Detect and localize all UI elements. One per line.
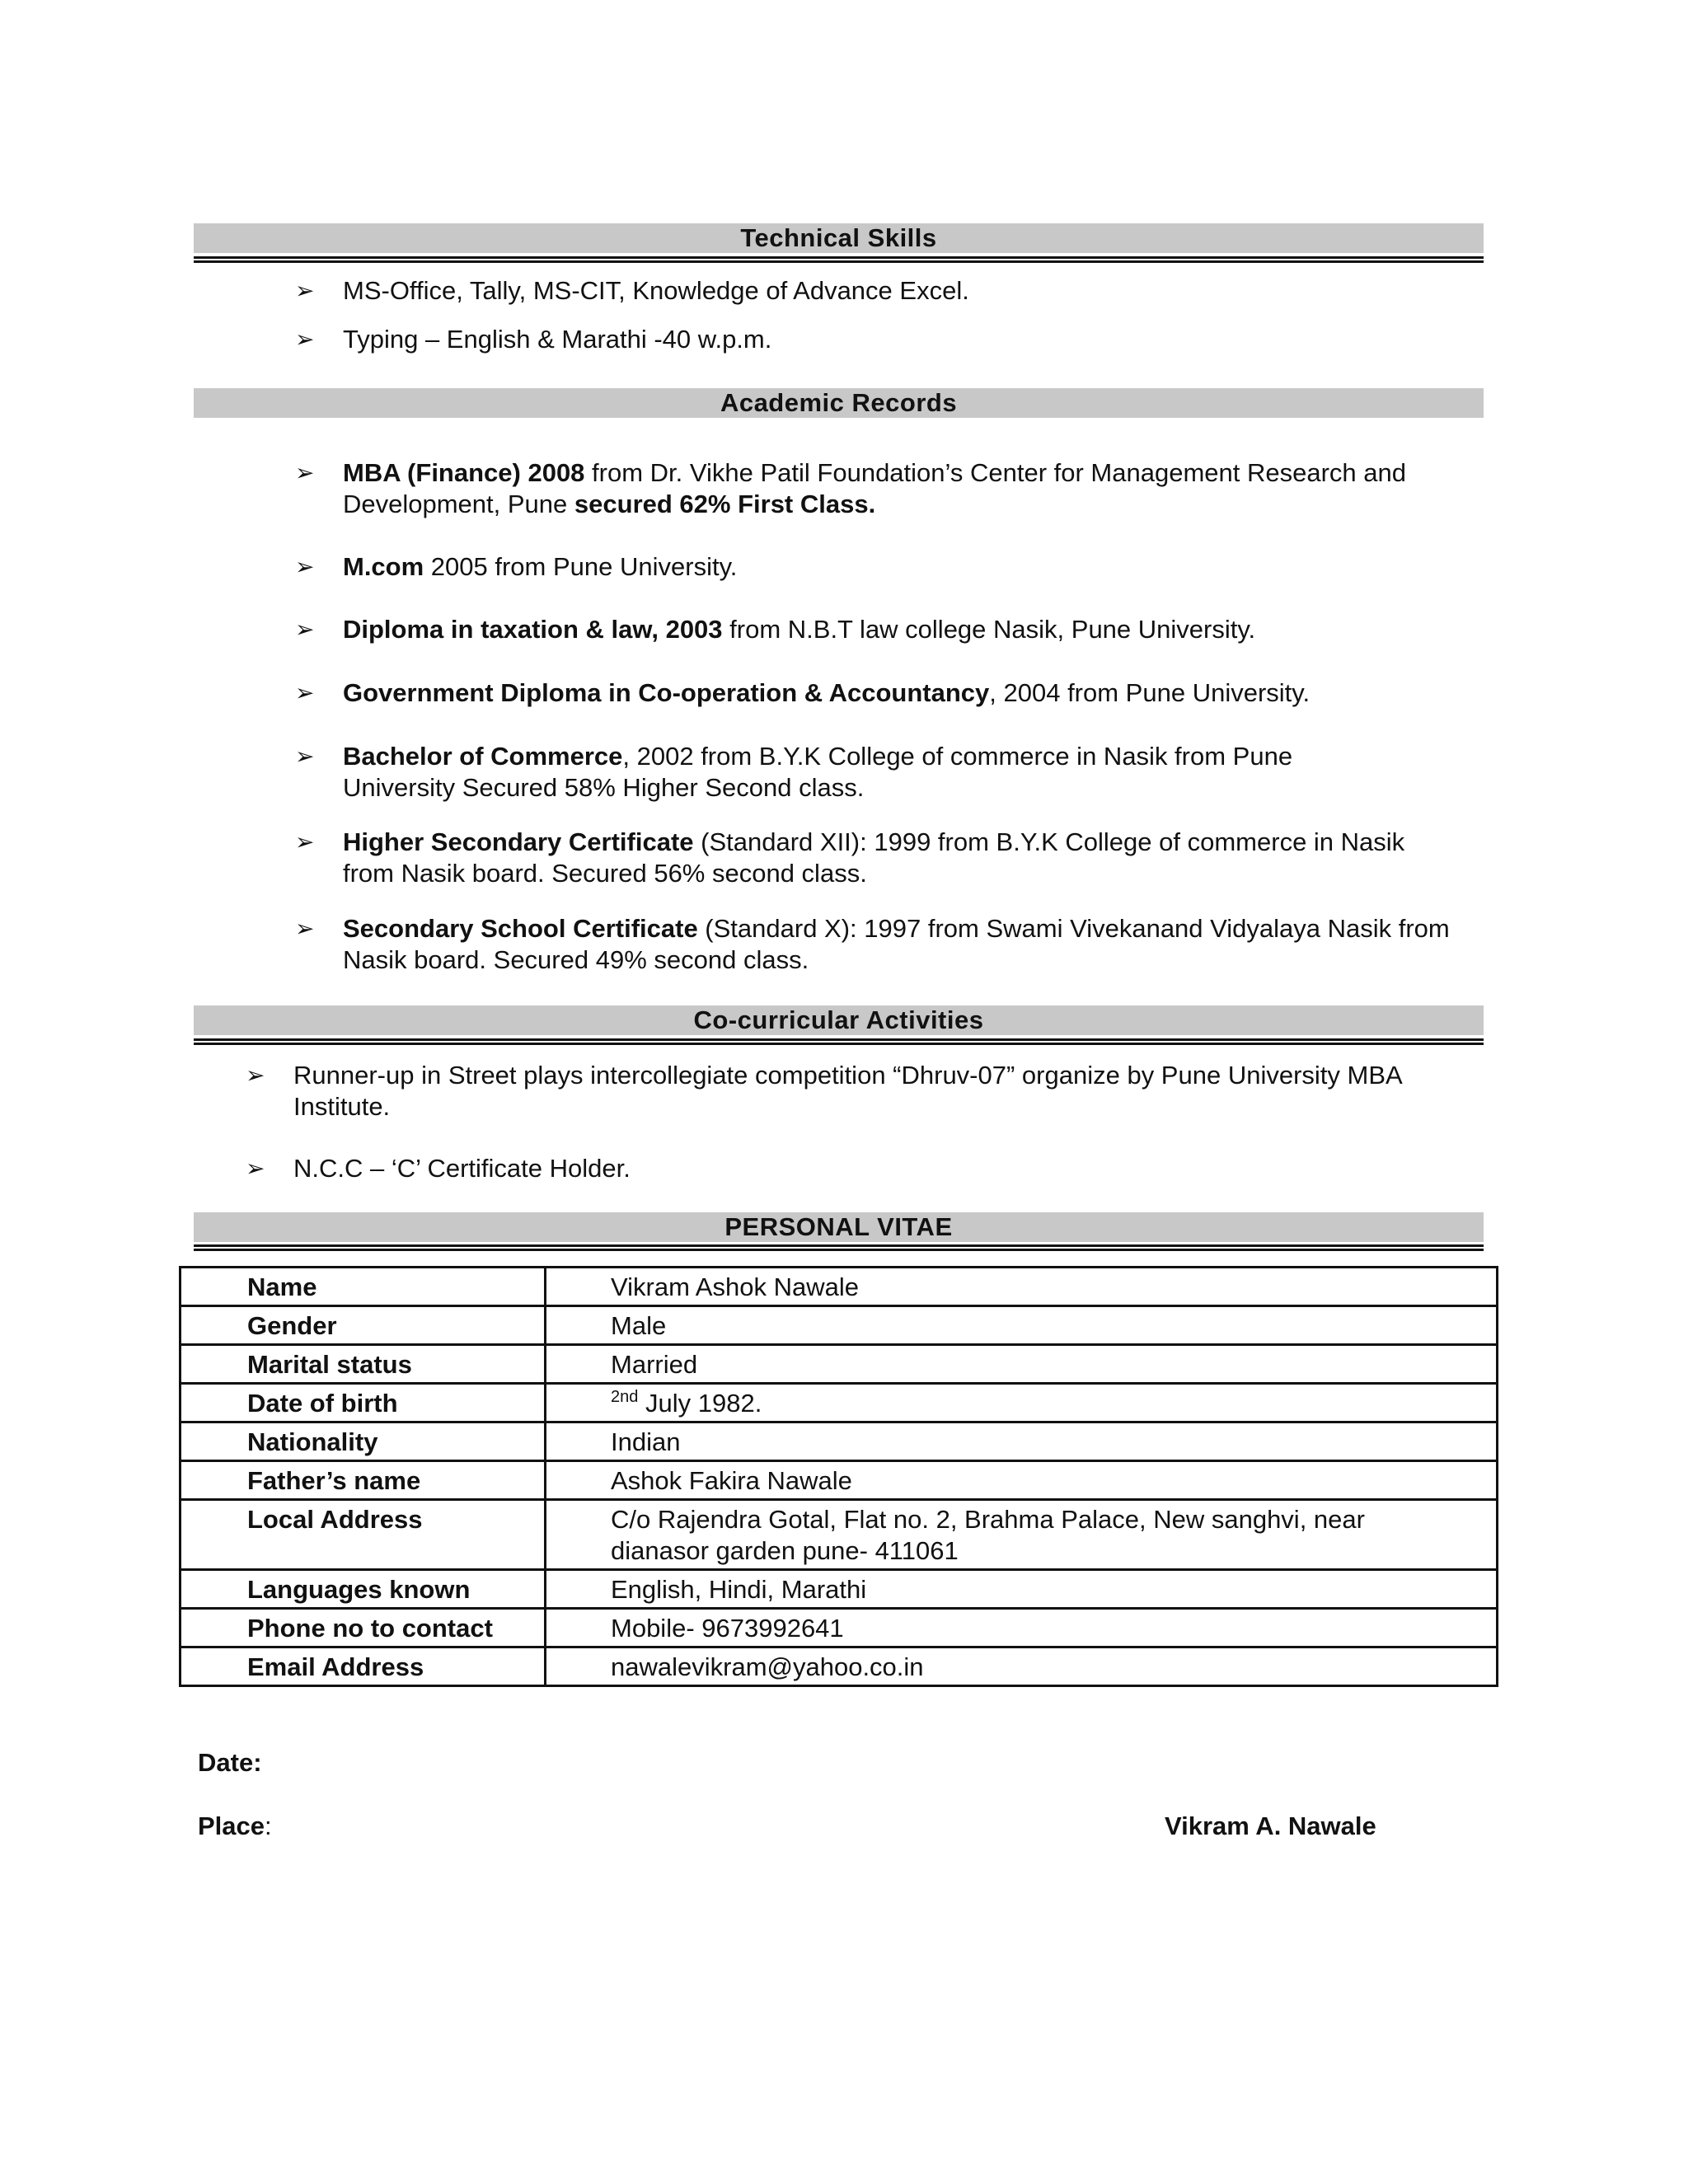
- row-label: Gender: [181, 1306, 546, 1345]
- date-label: Date:: [198, 1748, 262, 1777]
- skill-item: ➢ Typing – English & Marathi -40 w.p.m.: [295, 325, 772, 354]
- row-value: nawalevikram@yahoo.co.in: [546, 1647, 1498, 1686]
- row-label: Name: [181, 1268, 546, 1306]
- academic-item: ➢ MBA (Finance) 2008 from Dr. Vikhe Patil Foundation’s Center for Management Research and Development, Pune secured 62% First Class.: [295, 458, 1406, 518]
- academic-item: ➢ M.com 2005 from Pune University.: [295, 552, 738, 581]
- technical-skills-rule: [194, 256, 1484, 263]
- row-value: Indian: [546, 1422, 1498, 1461]
- row-label: Father’s name: [181, 1461, 546, 1500]
- row-value: Ashok Fakira Nawale: [546, 1461, 1498, 1500]
- technical-skills-header: Technical Skills: [194, 223, 1484, 253]
- place-line: Place:: [198, 1811, 272, 1840]
- row-value: Male: [546, 1306, 1498, 1345]
- table-row: [181, 1647, 1498, 1686]
- co-curricular-rule: [194, 1038, 1484, 1045]
- row-label: Local Address: [181, 1500, 546, 1570]
- row-value: C/o Rajendra Gotal, Flat no. 2, Brahma Palace, New sanghvi, near dianasor garden pune- 411061: [546, 1500, 1498, 1570]
- academic-item: ➢ Bachelor of Commerce, 2002 from B.Y.K College of commerce in Nasik from Pune University Secured 58% Higher Second class.: [295, 742, 1293, 802]
- arrow-bullet-icon: ➢: [295, 916, 315, 941]
- arrow-bullet-icon: ➢: [295, 616, 315, 642]
- activity-item: ➢ Runner-up in Street plays intercollegiate competition “Dhruv-07” organize by Pune University MBA Institute.: [246, 1061, 1401, 1121]
- row-value: English, Hindi, Marathi: [546, 1570, 1498, 1609]
- row-value: $^{2nd}$ July 1982.: [546, 1384, 1498, 1422]
- arrow-bullet-icon: ➢: [246, 1062, 265, 1088]
- row-value: Vikram Ashok Nawale: [546, 1268, 1498, 1306]
- arrow-bullet-icon: ➢: [295, 460, 315, 485]
- row-label: Marital status: [181, 1345, 546, 1384]
- activity-item: ➢ N.C.C – ‘C’ Certificate Holder.: [246, 1154, 631, 1183]
- personal-vitae-table: [179, 1266, 1498, 1687]
- academic-item: ➢ Secondary School Certificate (Standard X): 1997 from Swami Vivekanand Vidyalaya Nasik from Nasik board. Secured 49% second class.: [295, 914, 1450, 974]
- row-label: Date of birth: [181, 1384, 546, 1422]
- signature-name: Vikram A. Nawale: [1165, 1811, 1376, 1840]
- row-value: Mobile- 9673992641: [546, 1609, 1498, 1647]
- skill-item: ➢ MS-Office, Tally, MS-CIT, Knowledge of Advance Excel.: [295, 276, 969, 305]
- arrow-bullet-icon: ➢: [246, 1155, 265, 1181]
- table-row: [181, 1422, 1498, 1461]
- academic-item: ➢ Diploma in taxation & law, 2003 from N.B.T law college Nasik, Pune University.: [295, 615, 1256, 644]
- row-label: Nationality: [181, 1422, 546, 1461]
- arrow-bullet-icon: ➢: [295, 554, 315, 579]
- table-row: [181, 1461, 1498, 1500]
- table-row: [181, 1306, 1498, 1345]
- personal-vitae-rule: [194, 1244, 1484, 1251]
- arrow-bullet-icon: ➢: [295, 326, 315, 352]
- row-label: Languages known: [181, 1570, 546, 1609]
- arrow-bullet-icon: ➢: [295, 680, 315, 705]
- academic-records-header: Academic Records: [194, 388, 1484, 418]
- table-row: [181, 1570, 1498, 1609]
- table-row: [181, 1609, 1498, 1647]
- academic-item: ➢ Higher Secondary Certificate (Standard XII): 1999 from B.Y.K College of commerce in Nasik from Nasik board. Secured 56% second class.: [295, 827, 1405, 888]
- place-label: Place: [198, 1811, 265, 1840]
- row-label: Email Address: [181, 1647, 546, 1686]
- table-row: [181, 1500, 1498, 1570]
- personal-vitae-header: PERSONAL VITAE: [194, 1212, 1484, 1242]
- row-value: Married: [546, 1345, 1498, 1384]
- arrow-bullet-icon: ➢: [295, 278, 315, 303]
- academic-item: ➢ Government Diploma in Co-operation & Accountancy, 2004 from Pune University.: [295, 678, 1311, 707]
- table-row: [181, 1384, 1498, 1422]
- row-label: Phone no to contact: [181, 1609, 546, 1647]
- table-row: [181, 1345, 1498, 1384]
- co-curricular-header: Co-curricular Activities: [194, 1005, 1484, 1035]
- table-row: [181, 1268, 1498, 1306]
- arrow-bullet-icon: ➢: [295, 743, 315, 769]
- arrow-bullet-icon: ➢: [295, 829, 315, 855]
